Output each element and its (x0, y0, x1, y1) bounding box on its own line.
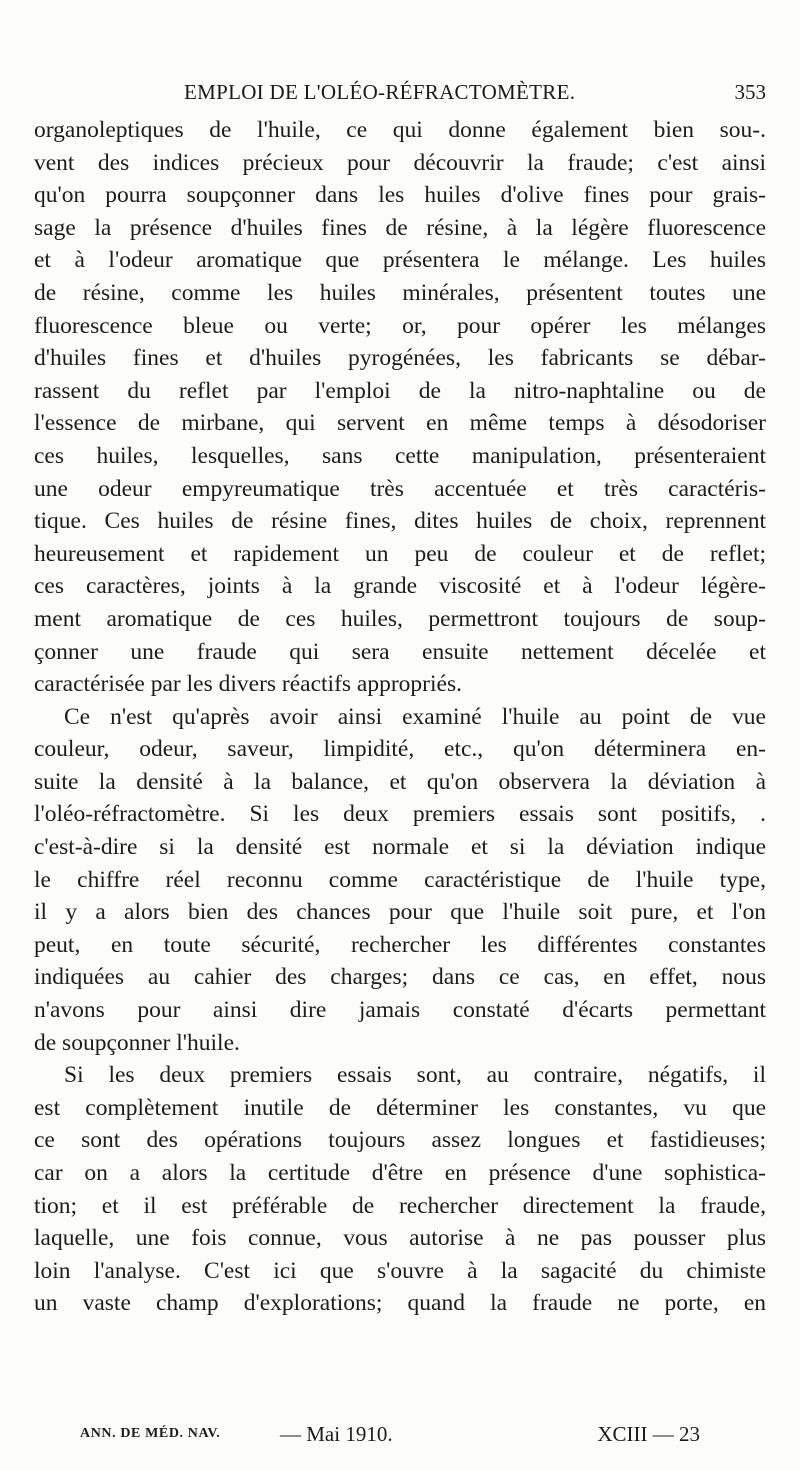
running-title: EMPLOI DE L'OLÉO-RÉFRACTOMÈTRE. (184, 80, 576, 104)
text-line: ce sont des opérations toujours assez longues et fastidieuses; (34, 1127, 766, 1154)
page-number: 353 (734, 80, 766, 104)
text-line: de résine, comme les huiles minérales, présentent toutes une (34, 279, 766, 306)
text-line: couleur, odeur, saveur, limpidité, etc., qu'on déterminera en- (34, 736, 766, 763)
text-line: Si les deux premiers essais sont, au contraire, négatifs, il (64, 1062, 766, 1089)
body-text (34, 114, 766, 1320)
text-line: qu'on pourra soupçonner dans les huiles d'olive fines pour grais- (34, 182, 766, 209)
text-line: ment aromatique de ces huiles, permettront toujours de soup- (34, 605, 766, 632)
text-line: suite la densité à la balance, et qu'on observera la déviation à (34, 768, 766, 795)
text-line: peut, en toute sécurité, rechercher les différentes constantes (34, 931, 766, 958)
text-line: c'est-à-dire si la densité est normale et si la déviation indique (34, 834, 766, 861)
text-line: car on a alors la certitude d'être en présence d'une sophistica- (34, 1160, 766, 1186)
text-line: l'oléo-réfractomètre. Si les deux premiers essais sont positifs, . (34, 801, 766, 828)
text-line: caractérisée par les divers réactifs appropriés. (34, 671, 462, 698)
text-line: le chiffre réel reconnu comme caractéristique de l'huile type, (34, 866, 766, 893)
text-line: l'essence de mirbane, qui servent en même temps à désodoriser (34, 410, 766, 437)
text-line: organoleptiques de l'huile, ce qui donne également bien sou-. (34, 117, 766, 143)
text-line: tion; et il est préférable de rechercher directement la fraude, (34, 1192, 766, 1219)
text-line: ces huiles, lesquelles, sans cette manipulation, présenteraient (34, 442, 766, 469)
text-line: de soupçonner l'huile. (34, 1029, 240, 1056)
page-header (34, 80, 766, 112)
text-line: çonner une fraude qui sera ensuite nettement décelée et (34, 638, 766, 665)
text-line: laquelle, une fois connue, vous autorise à ne pas pousser plus (34, 1225, 766, 1252)
text-line: une odeur empyreumatique très accentuée et très caractéris- (34, 475, 766, 502)
text-line: d'huiles fines et d'huiles pyrogénées, les fabricants se débar- (34, 345, 766, 372)
text-line: heureusement et rapidement un peu de couleur et de reflet; (34, 540, 766, 567)
text-line: vent des indices précieux pour découvrir la fraude; c'est ainsi (34, 149, 766, 176)
issue-date: — Mai 1910. (280, 1422, 393, 1446)
text-line: n'avons pour ainsi dire jamais constaté d'écarts permettant (34, 997, 766, 1024)
text-line: rassent du reflet par l'emploi de la nitro-naphtaline ou de (34, 377, 766, 404)
text-line: Ce n'est qu'après avoir ainsi examiné l'huile au point de vue (64, 703, 766, 730)
text-line: ces caractères, joints à la grande viscosité et à l'odeur légère- (34, 573, 766, 600)
text-line: tique. Ces huiles de résine fines, dites huiles de choix, reprennent (34, 508, 766, 535)
page-footer (80, 1422, 700, 1450)
text-line: loin l'analyse. C'est ici que s'ouvre à la sagacité du chimiste (34, 1257, 766, 1284)
journal-abbreviation: ANN. DE MÉD. NAV. (80, 1426, 221, 1441)
signature-mark: XCIII — 23 (597, 1422, 700, 1446)
text-line: il y a alors bien des chances pour que l'huile soit pure, et l'on (34, 899, 766, 926)
text-line: sage la présence d'huiles fines de résine, à la légère fluorescence (34, 214, 766, 241)
text-line: un vaste champ d'explorations; quand la fraude ne porte, en (34, 1290, 766, 1317)
text-line: est complètement inutile de déterminer les constantes, vu que (34, 1094, 766, 1121)
text-line: fluorescence bleue ou verte; or, pour opérer les mélanges (34, 312, 766, 339)
text-line: indiquées au cahier des charges; dans ce cas, en effet, nous (34, 964, 766, 991)
text-line: et à l'odeur aromatique que présentera le mélange. Les huiles (34, 247, 766, 274)
